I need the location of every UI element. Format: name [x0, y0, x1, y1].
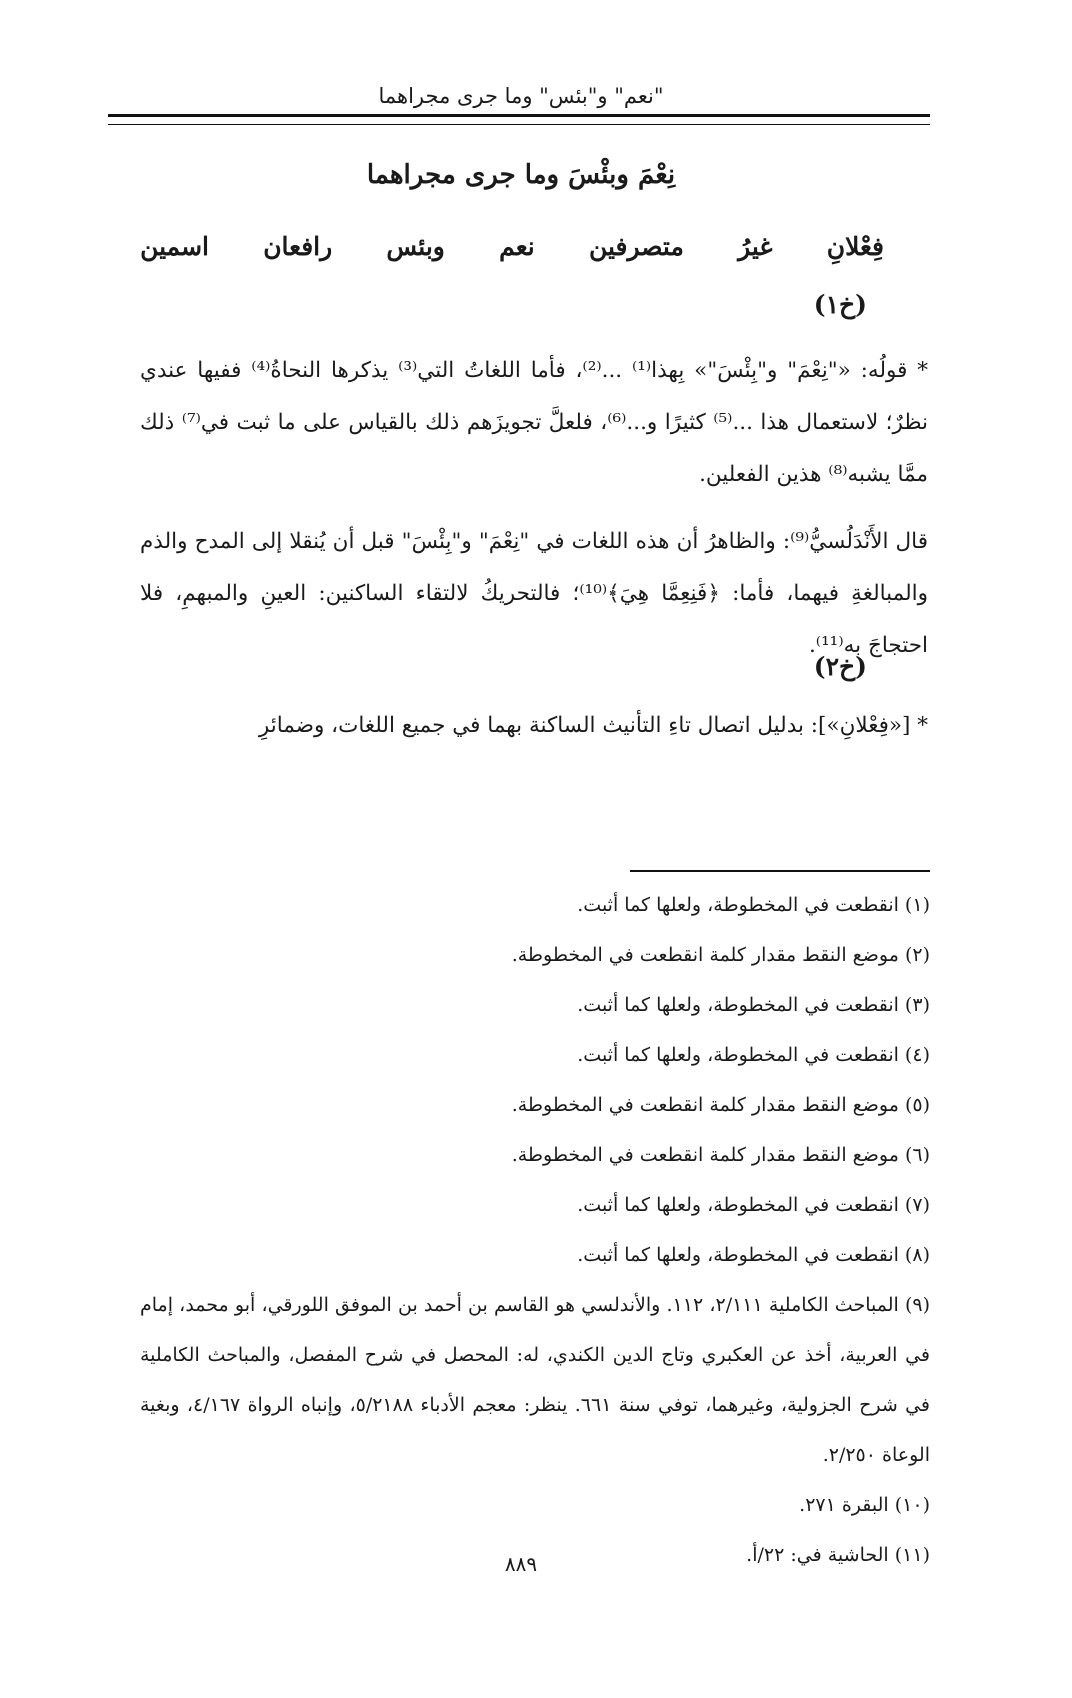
verse-word: فِعْلانِ — [826, 232, 884, 261]
footnotes — [140, 880, 930, 1580]
body-paragraph: * [«فِعْلانِ»]: بدليل اتصال تاءِ التأنيث الساكنة بهما في جميع اللغات، وضمائرِ — [258, 713, 928, 738]
body-paragraph: * قولُه: «"نِعْمَ" و"بِئْسَ"» بِهذا⁽¹⁾ ...⁽²⁾، فأما اللغاتُ التي⁽³⁾ يذكرها النحاةُ⁽⁴⁾ ففيها عندي نظرٌ؛ لاستعمال هذا ...⁽⁵⁾ كثيرًا و...⁽⁶⁾، فلعلَّ تجويزَهم ذلك بالقياس على ما ثبت في⁽⁷⁾ ذلك ممَّا يشبه⁽⁸⁾ هذين الفعلين. — [140, 358, 928, 487]
verse-line — [140, 232, 884, 261]
footnote: (٦) موضع النقط مقدار كلمة انقطعت في المخطوطة. — [511, 1144, 930, 1166]
footnote: (١١) الحاشية في: ٢٢/أ. — [746, 1544, 930, 1566]
footnote: (٧) انقطعت في المخطوطة، ولعلها كما أثبت. — [577, 1194, 930, 1216]
verse-word: رافعان — [263, 232, 333, 261]
footnote: (٤) انقطعت في المخطوطة، ولعلها كما أثبت. — [577, 1044, 930, 1066]
footnote-separator — [630, 870, 930, 872]
header-rule-thick — [108, 114, 930, 117]
footnote: (٢) موضع النقط مقدار كلمة انقطعت في المخطوطة. — [511, 944, 930, 966]
header-rule-thin — [108, 124, 930, 125]
verse-word: وبئس — [386, 232, 445, 261]
chapter-title: نِعْمَ وبئْسَ وما جرى مجراهما — [366, 160, 676, 190]
verse-word: متصرفين — [588, 232, 684, 261]
footnote: (١) انقطعت في المخطوطة، ولعلها كما أثبت. — [577, 894, 930, 916]
verse-word: اسمين — [140, 232, 209, 261]
body-paragraph: قال الأَنْدَلُسيُّ⁽⁹⁾: والظاهرُ أن هذه اللغات في "نِعْمَ" و"بِئْسَ" قبل أن يُنقلا إلى المدح والذم والمبالغةِ فيهما، فأما: ﴿فَنِعِمَّا هِيَ﴾⁽¹⁰⁾؛ فالتحريكُ لالتقاء الساكنين: العينِ والمبهمِ، فلا احتجاجَ به⁽¹¹⁾. — [140, 529, 929, 658]
footnote: (١٠) البقرة ٢٧١. — [799, 1494, 930, 1516]
manuscript-marker: (خ١) — [813, 290, 867, 319]
footnote: (٥) موضع النقط مقدار كلمة انقطعت في المخطوطة. — [511, 1094, 930, 1116]
manuscript-marker: (خ٢) — [813, 652, 867, 681]
page-number: ٨٨٩ — [504, 1552, 538, 1576]
footnote: (٣) انقطعت في المخطوطة، ولعلها كما أثبت. — [577, 994, 930, 1016]
running-header: "نعم" و"بئس" وما جرى مجراهما — [378, 84, 664, 108]
footnote: (٨) انقطعت في المخطوطة، ولعلها كما أثبت. — [577, 1244, 930, 1266]
verse-word: نعم — [499, 232, 535, 261]
footnote: (٩) المباحث الكاملية ٢/١١١، ١١٢. والأندلسي هو القاسم بن أحمد بن الموفق اللورقي، أبو محمد، إمام في العربية، أخذ عن العكبري وتاج الدين الكندي، له: المحصل في شرح المفصل، والمباحث الكاملية في شرح الجزولية، وغيرهما، توفي سنة ٦٦١. ينظر: معجم الأدباء ٥/٢١٨٨، وإنباه الرواة ٤/١٦٧، وبغية الوعاة ٢/٢٥٠. — [140, 1294, 931, 1466]
verse-word: غيرُ — [738, 232, 773, 261]
